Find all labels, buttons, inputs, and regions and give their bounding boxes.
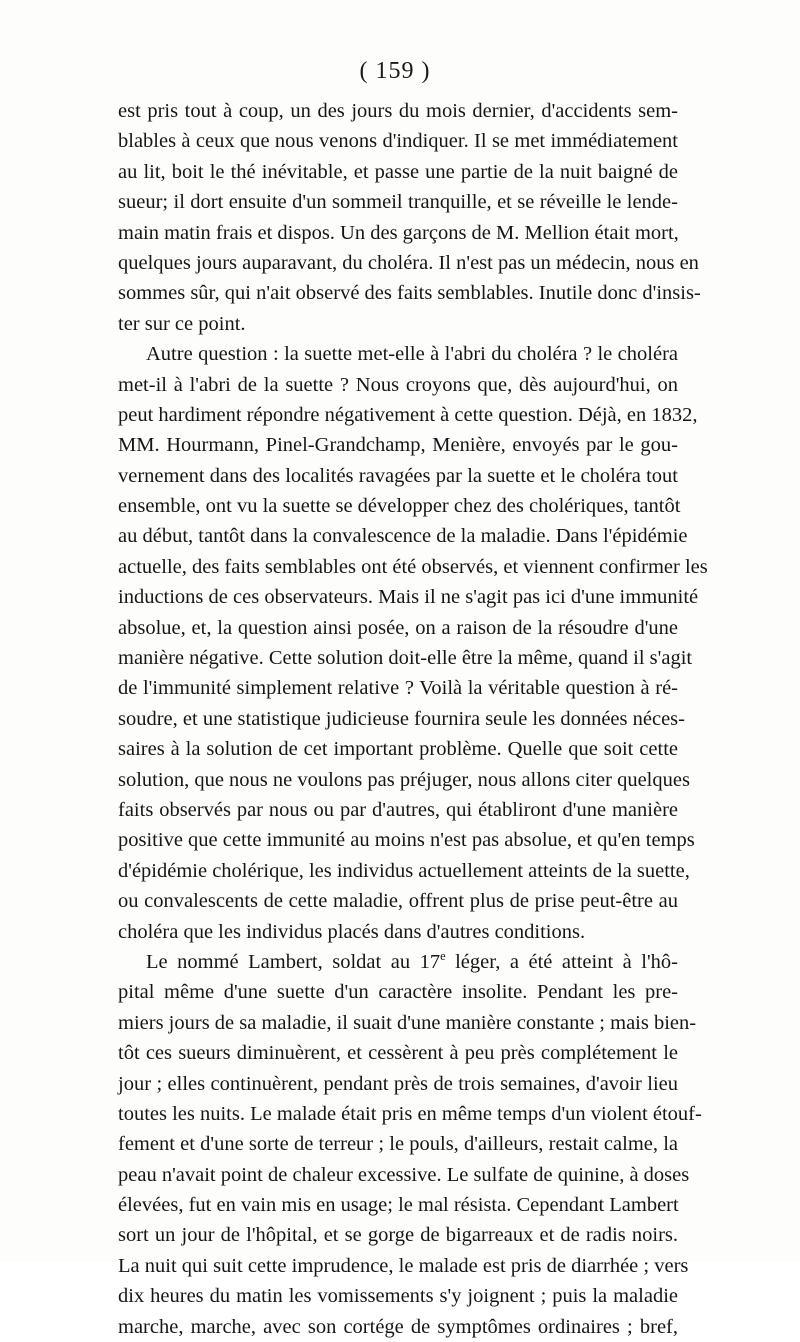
text-line: Le nommé Lambert, soldat au 17e léger, a été atteint à l'hô- — [146, 949, 678, 973]
text-line: peau n'avait point de chaleur excessive. Le sulfate de quinine, à doses — [118, 1163, 690, 1186]
text-line: absolue, et, la question ainsi posée, on a raison de la résoudre d'une — [118, 616, 678, 639]
text-line: marche, marche, avec son cortége de symptômes ordinaires ; bref, — [118, 1315, 678, 1338]
text-line: Autre question : la suette met-elle à l'abri du choléra ? le choléra — [146, 343, 678, 366]
text-line: dix heures du matin les vomissements s'y joignent ; puis la maladie — [118, 1285, 678, 1308]
text-line: tôt ces sueurs diminuèrent, et cessèrent à peu près complétement le — [118, 1042, 678, 1065]
text-line: actuelle, des faits semblables ont été observés, et viennent confirmer les — [118, 555, 708, 578]
text-line: au début, tantôt dans la convalescence de la maladie. Dans l'épidémie — [118, 525, 688, 548]
text-line: MM. Hourmann, Pinel-Grandchamp, Menière, envoyés par le gou- — [118, 434, 678, 457]
text-line: est pris tout à coup, un des jours du mois dernier, d'accidents sem- — [118, 100, 678, 122]
text-line: jour ; elles continuèrent, pendant près de trois semaines, d'avoir lieu — [118, 1072, 678, 1095]
text-line: met-il à l'abri de la suette ? Nous croyons que, dès aujourd'hui, on — [118, 373, 678, 396]
text-line: inductions de ces observateurs. Mais il ne s'agit pas ici d'une immunité — [118, 586, 699, 609]
text-line: soudre, et une statistique judicieuse fournira seule les données néces- — [118, 707, 685, 730]
page-number: ( 159 ) — [359, 58, 431, 84]
text-line: ou convalescents de cette maladie, offrent plus de prise peut-être au — [118, 890, 678, 913]
text-line: fement et d'une sorte de terreur ; le pouls, d'ailleurs, restait calme, la — [118, 1133, 678, 1156]
text-line: ter sur ce point. — [118, 312, 246, 335]
text-line: blables à ceux que nous venons d'indiquer. Il se met immédiatement — [118, 130, 678, 153]
text-line: de l'immunité simplement relative ? Voilà la véritable question à ré- — [118, 677, 678, 700]
text-line: vernement dans des localités ravagées par la suette et le choléra tout — [118, 464, 678, 487]
text-line: miers jours de sa maladie, il suait d'une manière constante ; mais bien- — [118, 1011, 697, 1034]
text-line: saires à la solution de cet important problème. Quelle que soit cette — [118, 738, 678, 761]
text-line: positive que cette immunité au moins n'est pas absolue, et qu'en temps — [118, 829, 695, 852]
text-line: peut hardiment répondre négativement à cette question. Déjà, en 1832, — [118, 403, 698, 426]
text-line: sommes sûr, qui n'ait observé des faits semblables. Inutile donc d'insis- — [118, 282, 701, 305]
body-text — [118, 96, 708, 1342]
text-line: d'épidémie cholérique, les individus actuellement atteints de la suette, — [118, 859, 690, 882]
text-line: main matin frais et dispos. Un des garçons de M. Mellion était mort, — [118, 221, 679, 244]
text-line: élevées, fut en vain mis en usage; le mal résista. Cependant Lambert — [118, 1194, 679, 1217]
text-line: au lit, boit le thé inévitable, et passe une partie de la nuit baigné de — [118, 160, 678, 183]
text-line: faits observés par nous ou par d'autres, qui établiront d'une manière — [118, 798, 678, 821]
text-line: ensemble, ont vu la suette se développer chez des cholériques, tantôt — [118, 495, 681, 518]
text-line: toutes les nuits. Le malade était pris en même temps d'un violent étouf- — [118, 1102, 702, 1125]
text-line: choléra que les individus placés dans d'autres conditions. — [118, 920, 586, 943]
text-line: sueur; il dort ensuite d'un sommeil tranquille, et se réveille le lende- — [118, 191, 678, 214]
text-line: pital même d'une suette d'un caractère insolite. Pendant les pre- — [118, 981, 678, 1004]
text-line: manière négative. Cette solution doit-elle être la même, quand il s'agit — [118, 647, 693, 670]
text-line: sort un jour de l'hôpital, et se gorge de bigarreaux et de radis noirs. — [118, 1224, 678, 1247]
text-line: quelques jours auparavant, du choléra. Il n'est pas un médecin, nous en — [118, 251, 699, 274]
text-line: La nuit qui suit cette imprudence, le malade est pris de diarrhée ; vers — [118, 1254, 689, 1277]
text-line: solution, que nous ne voulons pas préjuger, nous allons citer quelques — [118, 768, 690, 791]
